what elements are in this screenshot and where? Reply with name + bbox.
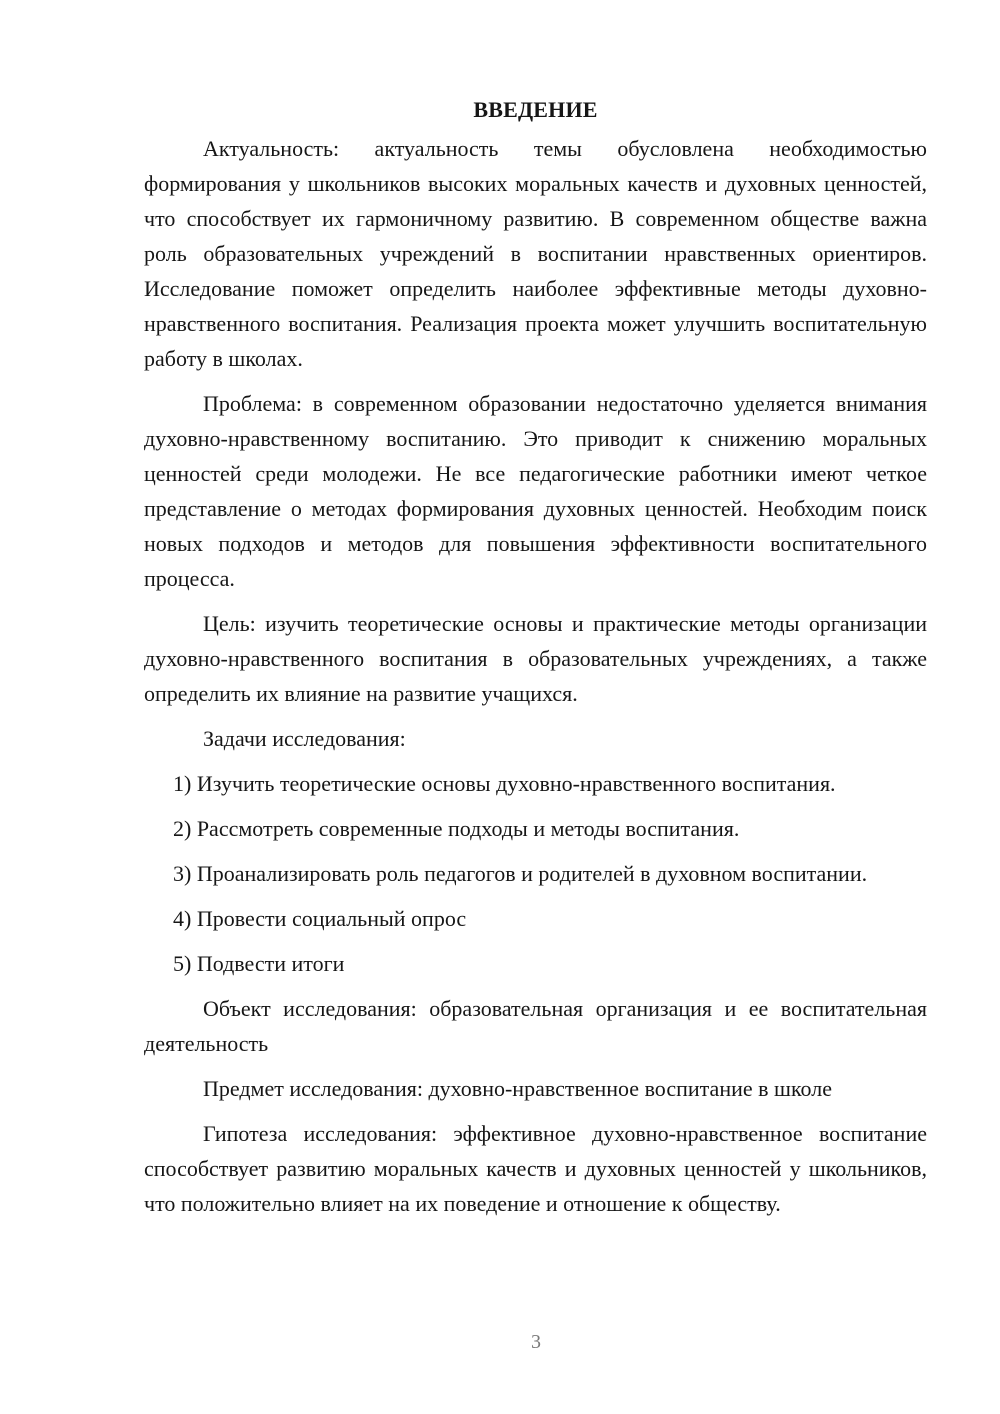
list-item: 3) Проанализировать роль педагогов и родителей в духовном воспитании.: [173, 861, 868, 886]
goal-paragraph: Цель: изучить теоретические основы и практические методы организации духовно-нравственного воспитания в образовательных учреждениях, а также определить их влияние на развитие учащихся.: [144, 611, 927, 706]
section-title: ВВЕДЕНИЕ: [473, 97, 598, 122]
relevance-paragraph: Актуальность: актуальность темы обусловлена необходимостью формирования у школьников высоких моральных качеств и духовных ценностей, что способствует их гармоничному развитию. В современном обществе важна роль образовательных учреждений в воспитании нравственных ориентиров. Исследование поможет определить наиболее эффективные методы духовно-нравственного воспитания. Реализация проекта может улучшить воспитательную работу в школах.: [144, 136, 927, 371]
problem-paragraph: Проблема: в современном образовании недостаточно уделяется внимания духовно-нравственному воспитанию. Это приводит к снижению моральных ценностей среди молодежи. Не все педагогические работники имеют четкое представление о методах формирования духовных ценностей. Необходим поиск новых подходов и методов для повышения эффективности воспитательного процесса.: [144, 391, 927, 591]
hypothesis-paragraph: Гипотеза исследования: эффективное духовно-нравственное воспитание способствует развитию моральных качеств и духовных ценностей у школьников, что положительно влияет на их поведение и отношение к обществу.: [144, 1121, 927, 1216]
list-item: 5) Подвести итоги: [173, 951, 345, 976]
research-object-paragraph: Объект исследования: образовательная организация и ее воспитательная деятельность: [144, 996, 927, 1056]
page-number: 3: [531, 1331, 541, 1353]
list-item: 2) Рассмотреть современные подходы и методы воспитания.: [173, 816, 740, 841]
research-subject-paragraph: Предмет исследования: духовно-нравственное воспитание в школе: [203, 1076, 832, 1101]
list-item: 4) Провести социальный опрос: [173, 906, 467, 931]
tasks-heading: Задачи исследования:: [203, 726, 406, 751]
list-item: 1) Изучить теоретические основы духовно-нравственного воспитания.: [173, 771, 836, 796]
document-page: [144, 92, 927, 1231]
tasks-list: [144, 766, 927, 981]
